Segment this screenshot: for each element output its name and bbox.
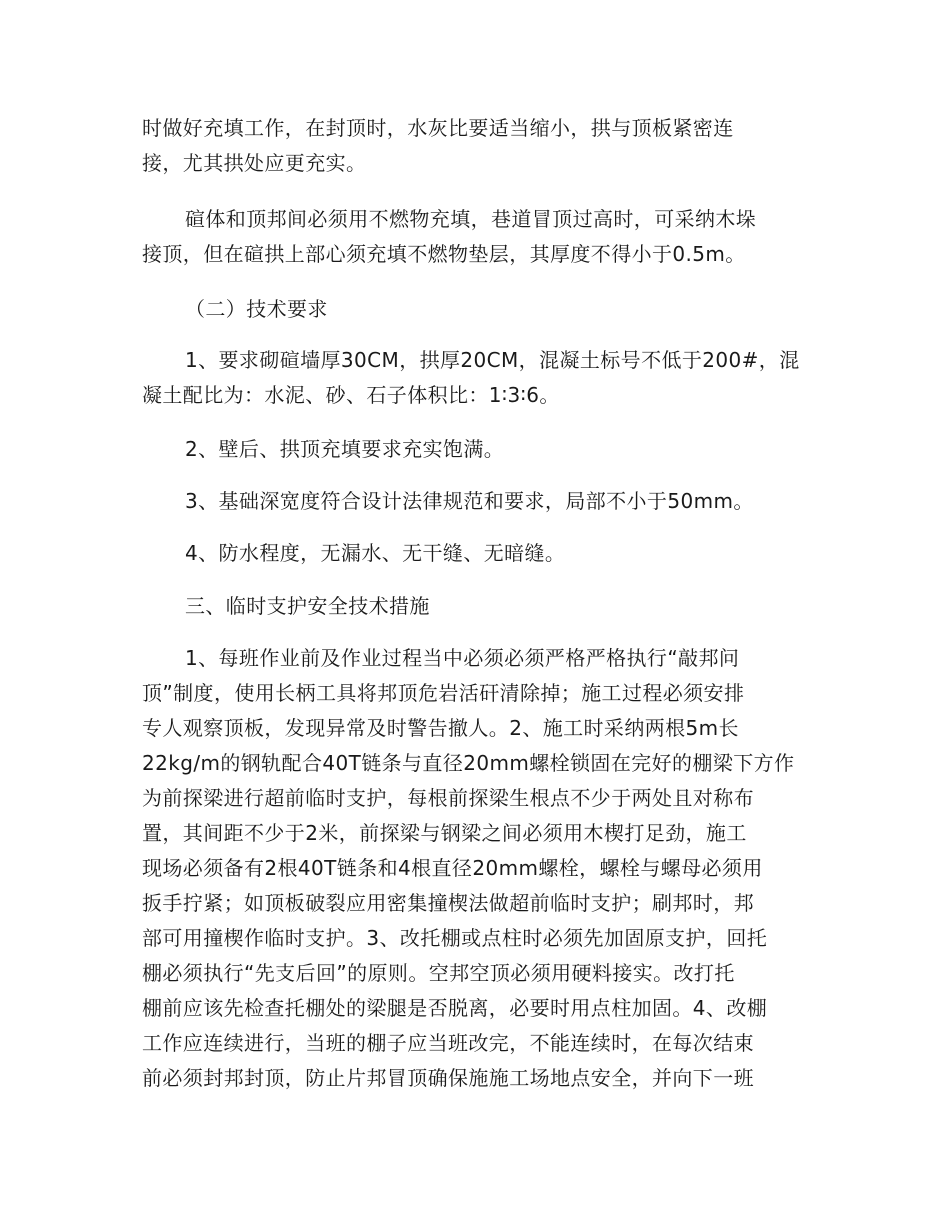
text-line: 接，尤其拱处应更充实。: [142, 151, 367, 175]
text-line: 为前探梁进行超前临时支护，每根前探梁生根点不少于两处且对称布: [142, 786, 754, 810]
text-line: 2、壁后、拱顶充填要求充实饱满。: [185, 437, 505, 461]
text-line: 棚必须执行“先支后回”的原则。空邦空顶必须用硬料接实。改打托: [142, 961, 735, 985]
text-line: 碹体和顶邦间必须用不燃物充填，巷道冒顶过高时，可采纳木垛: [185, 207, 757, 231]
text-line: 部可用撞楔作临时支护。3、改托棚或点柱时必须先加固原支护，回托: [142, 926, 768, 950]
text-line: 22kg/m的钢轨配合40T链条与直径20mm螺栓锁固在完好的棚梁下方作: [142, 751, 795, 775]
text-line: 专人观察顶板，发现异常及时警告撤人。2、施工时采纳两根5m长: [142, 716, 739, 740]
text-line: 时做好充填工作，在封顶时，水灰比要适当缩小，拱与顶板紧密连: [142, 116, 734, 140]
section-heading: （二）技术要求: [185, 297, 328, 321]
text-line: 置，其间距不少于2米，前探梁与钢梁之间必须用木楔打足劲，施工: [142, 821, 747, 845]
text-line: 1、每班作业前及作业过程当中必须必须严格严格执行“敲邦问: [185, 646, 740, 670]
text-line: 前必须封邦封顶，防止片邦冒顶确保施施工场地点安全，并向下一班: [142, 1066, 754, 1090]
text-line: 1、要求砌碹墙厚30CM，拱厚20CM，混凝土标号不低于200#，混: [185, 348, 800, 372]
text-line: 3、基础深宽度符合设计法律规范和要求，局部不小于50mm。: [185, 489, 754, 513]
text-line: 接顶，但在碹拱上部心须充填不燃物垫层，其厚度不得小于0.5m。: [142, 242, 746, 266]
text-line: 扳手拧紧；如顶板破裂应用密集撞楔法做超前临时支护；刷邦时，邦: [142, 891, 754, 915]
section-heading: 三、临时支护安全技术措施: [185, 594, 430, 618]
text-line: 工作应连续进行，当班的棚子应当班改完，不能连续时，在每次结束: [142, 1031, 754, 1055]
text-line: 顶”制度，使用长柄工具将邦顶危岩活矸清除掉；施工过程必须安排: [142, 681, 745, 705]
text-line: 4、防水程度，无漏水、无干缝、无暗缝。: [185, 541, 566, 565]
text-line: 凝土配比为：水泥、砂、石子体积比：1∶3∶6。: [142, 383, 560, 407]
text-line: 现场必须备有2根40T链条和4根直径20mm螺栓，螺栓与螺母必须用: [142, 856, 763, 880]
text-line: 棚前应该先检查托棚处的梁腿是否脱离，必要时用点柱加固。4、改棚: [142, 996, 768, 1020]
